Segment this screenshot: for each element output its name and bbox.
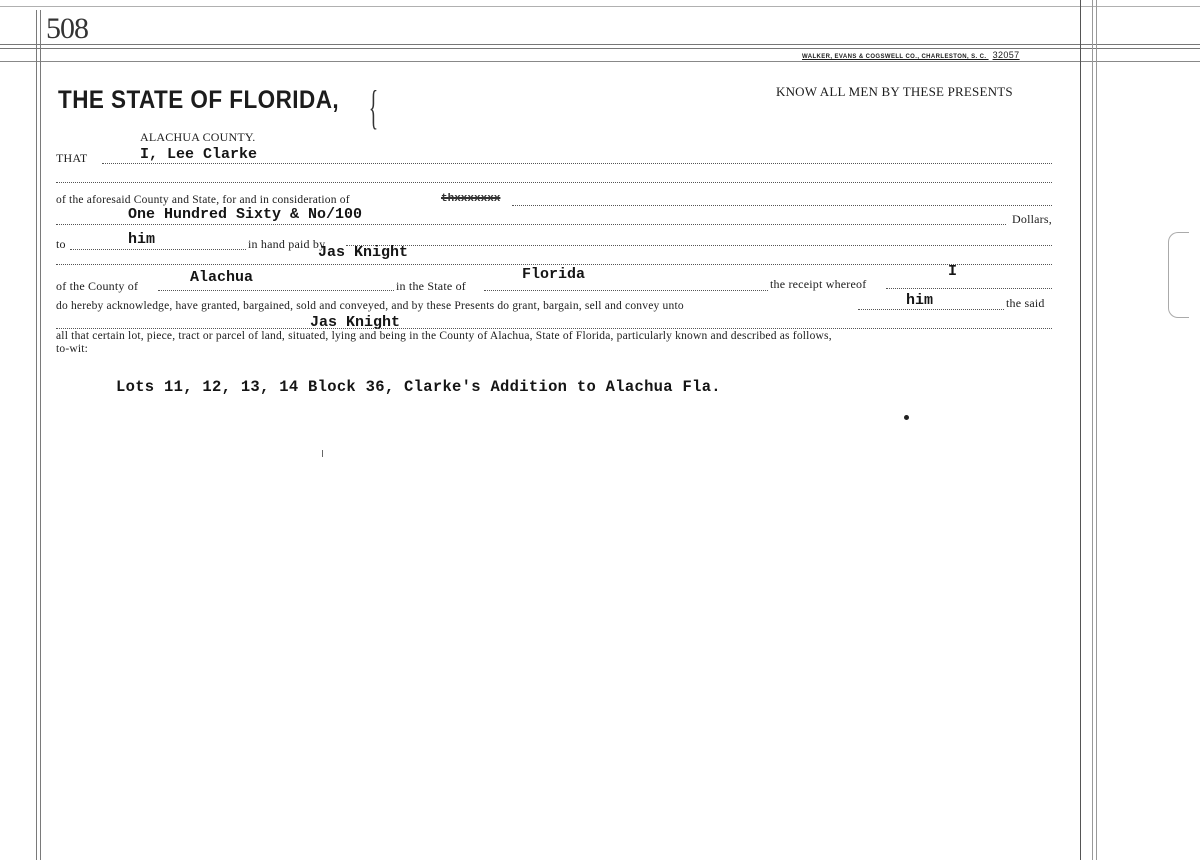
blank-line-1 xyxy=(56,182,1052,183)
land-description: Lots 11, 12, 13, 14 Block 36, Clarke's Addition to Alachua Fla. xyxy=(116,378,721,396)
consideration-line xyxy=(512,205,1052,206)
ink-spot xyxy=(904,415,909,420)
receipt-by: I xyxy=(948,263,958,280)
paid-by-name: Jas Knight xyxy=(318,244,409,261)
page-number: 508 xyxy=(46,12,88,45)
in-hand-paid-label: in hand paid by xyxy=(248,237,326,251)
know-all-men: KNOW ALL MEN BY THESE PRESENTS xyxy=(776,84,1013,99)
consideration-label: of the aforesaid County and State, for and in consideration of xyxy=(56,194,350,206)
paid-by-line xyxy=(346,245,1052,246)
left-margin-line-1 xyxy=(36,10,37,860)
left-margin-line-2 xyxy=(40,10,41,860)
acknowledge-text: do hereby acknowledge, have granted, bargained, sold and conveyed, and by these Presents do grant, bargain, sell and convey unto xyxy=(56,300,684,312)
receipt-label: the receipt whereof xyxy=(770,277,867,291)
convey-unto-name: him xyxy=(906,292,934,309)
right-margin-line-3 xyxy=(1096,0,1097,860)
state-name: Florida xyxy=(522,266,586,283)
binding-hole-mark xyxy=(1168,232,1189,318)
state-heading: THE STATE OF FLORIDA, xyxy=(58,86,340,114)
dollars-label: Dollars, xyxy=(1012,212,1052,226)
county-line xyxy=(158,290,394,291)
county-heading: ALACHUA COUNTY. xyxy=(140,130,256,144)
blank-line-2 xyxy=(56,264,1052,265)
to-whom: him xyxy=(128,231,156,248)
receipt-line xyxy=(886,288,1052,289)
right-margin-line-2 xyxy=(1092,0,1093,860)
to-line xyxy=(70,249,246,250)
county-of-label: of the County of xyxy=(56,279,139,293)
heading-brace: { xyxy=(368,81,379,134)
ink-speck xyxy=(322,450,323,457)
printer-imprint xyxy=(802,50,1020,60)
printer-name: WALKER, EVANS & COGSWELL CO., CHARLESTON, S. C. xyxy=(802,54,987,60)
that-label: THAT xyxy=(56,151,88,165)
form-top-rule xyxy=(0,61,1200,62)
amount-text: One Hundred Sixty & No/100 xyxy=(128,206,363,223)
state-line xyxy=(484,290,768,291)
struck-word: thxxxxxxx xyxy=(441,193,501,205)
state-of-label: in the State of xyxy=(396,279,466,293)
header-rule-upper xyxy=(0,44,1200,45)
to-label: to xyxy=(56,237,66,251)
grantee-line xyxy=(56,328,1052,329)
grantor-name: I, Lee Clarke xyxy=(140,146,258,163)
top-rule xyxy=(0,6,1200,7)
convey-unto-line xyxy=(858,309,1004,310)
the-said-label: the said xyxy=(1006,296,1045,310)
grantee-name: Jas Knight xyxy=(310,314,401,331)
county-name: Alachua xyxy=(190,269,254,286)
right-margin-line-1 xyxy=(1080,0,1081,860)
to-wit-label: to-wit: xyxy=(56,343,89,355)
header-rule-lower xyxy=(0,48,1200,49)
form-number: 32057 xyxy=(992,50,1020,60)
parcel-text: all that certain lot, piece, tract or parcel of land, situated, lying and being in the County of Alachua, State of Florida, particularly known and described as follows, xyxy=(56,330,832,342)
amount-line xyxy=(56,224,1006,225)
grantor-line xyxy=(102,163,1052,164)
